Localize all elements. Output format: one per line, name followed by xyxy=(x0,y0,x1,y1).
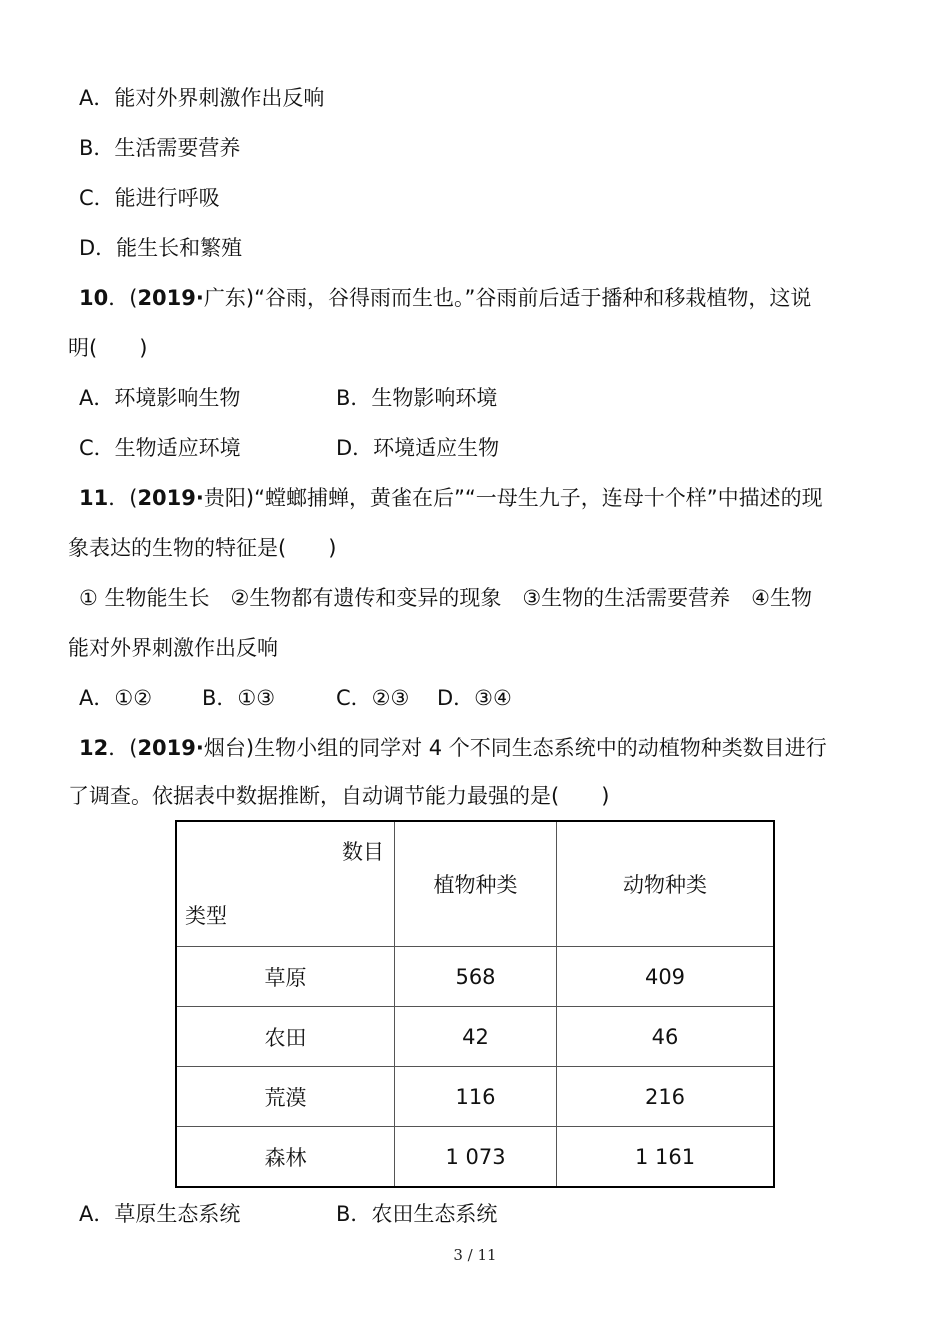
q10-stem-line1: 广东)“谷雨，谷得雨而生也。”谷雨前后适于播种和移栽植物，这说 xyxy=(203,286,812,310)
q9-option-c: C．能进行呼吸 xyxy=(79,186,220,210)
row-plants: 568 xyxy=(395,947,557,1007)
q11-source: 2019· xyxy=(137,486,204,510)
table-corner-cell xyxy=(176,821,395,947)
table-row xyxy=(176,1127,774,1188)
q10-stem-line2: 明( ) xyxy=(68,336,148,360)
q12-source: 2019· xyxy=(137,736,204,760)
q11-stem-line1: 贵阳)“螳螂捕蝉，黄雀在后”“一母生九子，连母十个样”中描述的现 xyxy=(203,486,823,510)
q11-items-line2: 能对外界刺激作出反响 xyxy=(68,636,278,660)
row-plants: 116 xyxy=(395,1067,557,1127)
table-header-row xyxy=(176,821,774,947)
row-animals: 409 xyxy=(557,947,775,1007)
q11-option-d: D．③④ xyxy=(437,686,512,710)
q10-option-d: D．环境适应生物 xyxy=(336,436,500,460)
corner-label-count: 数目 xyxy=(342,840,384,864)
row-type: 森林 xyxy=(176,1127,395,1188)
row-plants: 1 073 xyxy=(395,1127,557,1188)
row-animals: 46 xyxy=(557,1007,775,1067)
q10-option-a: A．环境影响生物 xyxy=(79,386,241,410)
q11-option-a: A．①② xyxy=(79,686,153,710)
ecosystem-species-table xyxy=(175,820,775,1188)
row-animals: 216 xyxy=(557,1067,775,1127)
q11-items-line1: ① 生物能生长 ②生物都有遗传和变异的现象 ③生物的生活需要营养 ④生物 xyxy=(79,586,812,610)
q11-number: 11 xyxy=(79,486,109,510)
page-number: 3 / 11 xyxy=(453,1246,497,1264)
col-header-animals: 动物种类 xyxy=(557,821,775,947)
table-row xyxy=(176,1007,774,1067)
q10-option-c: C．生物适应环境 xyxy=(79,436,241,460)
q9-option-b: B．生活需要营养 xyxy=(79,136,241,160)
col-header-plants: 植物种类 xyxy=(395,821,557,947)
q11-option-b: B．①③ xyxy=(202,686,276,710)
row-type: 农田 xyxy=(176,1007,395,1067)
q12-stem-line1: 烟台)生物小组的同学对 4 个不同生态系统中的动植物种类数目进行 xyxy=(203,736,827,760)
row-type: 荒漠 xyxy=(176,1067,395,1127)
q10-stem: 10．(2019·广东)“谷雨，谷得雨而生也。”谷雨前后适于播种和移栽植物，这说 xyxy=(79,286,812,310)
q9-option-d: D．能生长和繁殖 xyxy=(79,236,243,260)
q12-number: 12 xyxy=(79,736,109,760)
q9-option-a: A．能对外界刺激作出反响 xyxy=(79,86,325,110)
q12-option-a: A．草原生态系统 xyxy=(79,1202,241,1226)
row-type: 草原 xyxy=(176,947,395,1007)
q10-source: 2019· xyxy=(137,286,204,310)
q12-stem: 12．(2019·烟台)生物小组的同学对 4 个不同生态系统中的动植物种类数目进行 xyxy=(79,736,827,760)
table-row xyxy=(176,947,774,1007)
q12-option-b: B．农田生态系统 xyxy=(336,1202,498,1226)
corner-label-type: 类型 xyxy=(185,904,227,928)
q10-number: 10 xyxy=(79,286,109,310)
row-animals: 1 161 xyxy=(557,1127,775,1188)
q11-option-c: C．②③ xyxy=(336,686,410,710)
table-row xyxy=(176,1067,774,1127)
q11-stem: 11．(2019·贵阳)“螳螂捕蝉，黄雀在后”“一母生九子，连母十个样”中描述的现 xyxy=(79,486,823,510)
q10-option-b: B．生物影响环境 xyxy=(336,386,498,410)
q12-stem-line2: 了调查。依据表中数据推断，自动调节能力最强的是( ) xyxy=(68,784,610,808)
q11-stem-line2: 象表达的生物的特征是( ) xyxy=(68,536,337,560)
row-plants: 42 xyxy=(395,1007,557,1067)
